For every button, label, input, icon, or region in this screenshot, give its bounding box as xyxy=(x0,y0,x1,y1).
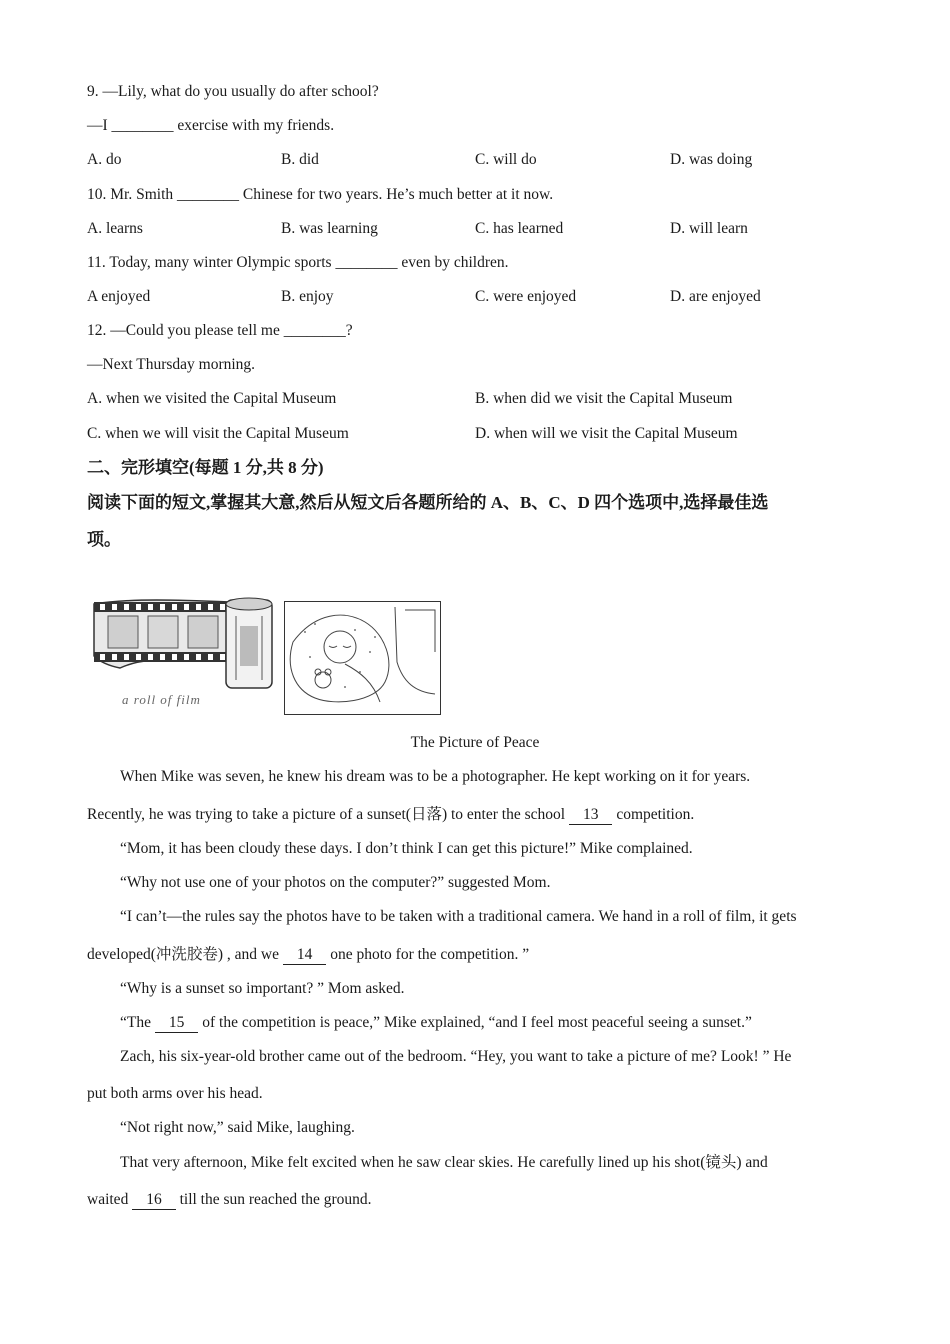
q10-stem: 10. Mr. Smith ________ Chinese for two years. He’s much better at it now. xyxy=(87,186,554,203)
q11-option-b[interactable]: B. enjoy xyxy=(281,288,334,305)
passage-p13 xyxy=(87,1190,372,1210)
passage-p13-text: waited xyxy=(87,1191,133,1208)
q9-stem: 9. —Lily, what do you usually do after school? xyxy=(87,83,379,100)
passage-p13-text-end: till the sun reached the ground. xyxy=(175,1191,372,1208)
passage-p4: “Why not use one of your photos on the computer?” suggested Mom. xyxy=(120,874,551,891)
sleeping-child-sketch xyxy=(284,601,441,715)
passage-p10: put both arms over his head. xyxy=(87,1085,263,1102)
passage-p2 xyxy=(87,805,694,825)
q9-option-b[interactable]: B. did xyxy=(281,151,319,168)
q12-option-c[interactable]: C. when we will visit the Capital Museum xyxy=(87,425,349,442)
passage-p8 xyxy=(120,1013,752,1033)
film-roll-illustration xyxy=(90,596,280,716)
q12-option-d[interactable]: D. when will we visit the Capital Museum xyxy=(475,425,738,442)
passage-title: The Picture of Peace xyxy=(410,734,540,751)
q12-option-a[interactable]: A. when we visited the Capital Museum xyxy=(87,390,337,407)
passage-p12: That very afternoon, Mike felt excited when he saw clear skies. He carefully lined up his shot(镜头) and xyxy=(120,1154,768,1171)
q9-option-c[interactable]: C. will do xyxy=(475,151,537,168)
q9-option-a[interactable]: A. do xyxy=(87,151,122,168)
q11-option-d[interactable]: D. are enjoyed xyxy=(670,288,761,305)
q12-stem-answer: —Next Thursday morning. xyxy=(87,356,256,373)
passage-p2-text: Recently, he was trying to take a picture of a sunset(日落) to enter the school xyxy=(87,806,569,823)
q10-option-c[interactable]: C. has learned xyxy=(475,220,564,237)
q12-stem: 12. —Could you please tell me ________? xyxy=(87,322,353,339)
q10-option-d[interactable]: D. will learn xyxy=(670,220,748,237)
passage-p5: “I can’t—the rules say the photos have to be taken with a traditional camera. We hand in a roll of film, it gets xyxy=(120,908,797,925)
q9-option-d[interactable]: D. was doing xyxy=(670,151,753,168)
passage-p8-text: “The xyxy=(120,1014,155,1031)
q11-option-c[interactable]: C. were enjoyed xyxy=(475,288,577,305)
q10-option-b[interactable]: B. was learning xyxy=(281,220,378,237)
q11-option-a[interactable]: A enjoyed xyxy=(87,288,151,305)
passage-p8-text-end: of the competition is peace,” Mike explained, “and I feel most peaceful seeing a sunset.” xyxy=(198,1014,752,1031)
q10-option-a[interactable]: A. learns xyxy=(87,220,143,237)
section-instruction-line1: 阅读下面的短文,掌握其大意,然后从短文后各题所给的 A、B、C、D 四个选项中,选择最佳选 xyxy=(87,493,769,512)
passage-p6-text-end: one photo for the competition. ” xyxy=(326,946,530,963)
passage-p9: Zach, his six-year-old brother came out of the bedroom. “Hey, you want to take a picture of me? Look! ” He xyxy=(120,1048,792,1065)
passage-p6 xyxy=(87,945,529,965)
q12-option-b[interactable]: B. when did we visit the Capital Museum xyxy=(475,390,733,407)
film-caption: a roll of film xyxy=(122,692,201,707)
passage-p6-text: developed(冲洗胶卷) , and we xyxy=(87,946,283,963)
sleeping-child-icon xyxy=(285,602,440,714)
section-heading: 二、完形填空(每题 1 分,共 8 分) xyxy=(87,458,324,477)
passage-p7: “Why is a sunset so important? ” Mom asked. xyxy=(120,980,405,997)
passage-p1: When Mike was seven, he knew his dream was to be a photographer. He kept working on it for years. xyxy=(120,768,751,785)
blank-16[interactable]: 16 xyxy=(132,1191,176,1210)
passage-p2-text-end: competition. xyxy=(612,806,695,823)
passage-p11: “Not right now,” said Mike, laughing. xyxy=(120,1119,355,1136)
blank-14[interactable]: 14 xyxy=(283,946,327,965)
q9-stem-answer: —I ________ exercise with my friends. xyxy=(87,117,335,134)
passage-p3: “Mom, it has been cloudy these days. I don’t think I can get this picture!” Mike complained. xyxy=(120,840,693,857)
q11-stem: 11. Today, many winter Olympic sports ________ even by children. xyxy=(87,254,509,271)
section-instruction-line2: 项。 xyxy=(87,530,121,549)
blank-13[interactable]: 13 xyxy=(569,806,613,825)
blank-15[interactable]: 15 xyxy=(155,1014,199,1033)
